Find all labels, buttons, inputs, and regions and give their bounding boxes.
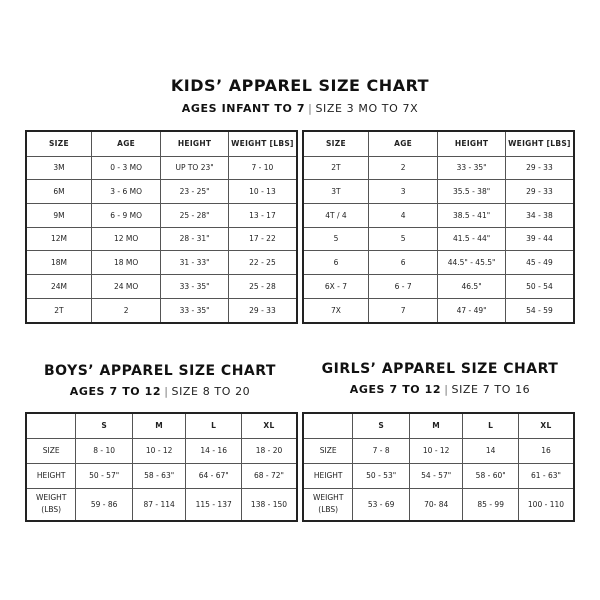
column-header: M — [132, 413, 186, 438]
table-cell: 100 - 110 — [518, 488, 574, 521]
size-cell: 18M — [26, 251, 91, 275]
row-label: SIZE — [303, 438, 353, 463]
table-row — [303, 298, 574, 323]
table-row — [26, 463, 297, 488]
table-row — [26, 180, 297, 204]
table-row — [26, 274, 297, 298]
table-cell: 70- 84 — [409, 488, 463, 521]
age-cell: 3 — [368, 180, 437, 204]
weight-cell: 25 - 28 — [228, 274, 297, 298]
weight-cell: 45 - 49 — [505, 251, 574, 275]
height-cell: 23 - 25" — [161, 180, 229, 204]
column-header: HEIGHT — [438, 131, 506, 156]
table-cell: 16 — [518, 438, 574, 463]
size-cell: 5 — [303, 227, 368, 251]
table-row — [26, 203, 297, 227]
column-header: L — [463, 413, 519, 438]
weight-cell: 50 - 54 — [505, 274, 574, 298]
kids-subtitle-ages: AGES INFANT TO 7 — [181, 102, 306, 115]
table-cell: 64 - 67" — [186, 463, 242, 488]
column-header: HEIGHT — [161, 131, 229, 156]
height-cell: 28 - 31" — [161, 227, 229, 251]
column-header: S — [353, 413, 409, 438]
column-header: S — [76, 413, 132, 438]
column-header: SIZE — [26, 131, 91, 156]
age-cell: 6 — [368, 251, 437, 275]
weight-cell: 13 - 17 — [228, 203, 297, 227]
size-cell: 2T — [303, 156, 368, 180]
table-cell: 54 - 57" — [409, 463, 463, 488]
kids-subtitle-separator: | — [308, 102, 313, 115]
kids-right-size-table — [302, 130, 575, 324]
age-cell: 3 - 6 MO — [91, 180, 160, 204]
age-cell: 4 — [368, 203, 437, 227]
size-cell: 3M — [26, 156, 91, 180]
table-row — [26, 156, 297, 180]
column-header: SIZE — [303, 131, 368, 156]
corner-header — [26, 413, 76, 438]
table-row — [303, 463, 574, 488]
column-header: XL — [241, 413, 297, 438]
weight-cell: 10 - 13 — [228, 180, 297, 204]
size-cell: 4T / 4 — [303, 203, 368, 227]
size-cell: 2T — [26, 298, 91, 323]
age-cell: 2 — [91, 298, 160, 323]
weight-cell: 17 - 22 — [228, 227, 297, 251]
weight-cell: 39 - 44 — [505, 227, 574, 251]
table-cell: 10 - 12 — [409, 438, 463, 463]
weight-cell: 29 - 33 — [228, 298, 297, 323]
row-label: WEIGHT (LBS) — [303, 488, 353, 521]
row-label: SIZE — [26, 438, 76, 463]
boys-chart-subtitle — [20, 385, 300, 398]
size-cell: 6M — [26, 180, 91, 204]
table-cell: 87 - 114 — [132, 488, 186, 521]
height-cell: 35.5 - 38" — [438, 180, 506, 204]
size-cell: 6X - 7 — [303, 274, 368, 298]
height-cell: 31 - 33" — [161, 251, 229, 275]
height-cell: 38.5 - 41" — [438, 203, 506, 227]
table-cell: 115 - 137 — [186, 488, 242, 521]
weight-cell: 54 - 59 — [505, 298, 574, 323]
kids-subtitle-sizes: SIZE 3 MO TO 7X — [315, 102, 419, 115]
row-label: HEIGHT — [26, 463, 76, 488]
table-cell: 68 - 72" — [241, 463, 297, 488]
boys-size-table — [25, 412, 298, 522]
table-cell: 50 - 57" — [76, 463, 132, 488]
age-cell: 2 — [368, 156, 437, 180]
table-cell: 53 - 69 — [353, 488, 409, 521]
table-row — [303, 203, 574, 227]
boys-subtitle-separator: | — [164, 385, 169, 398]
column-header: AGE — [91, 131, 160, 156]
table-row — [303, 438, 574, 463]
kids-chart-subtitle — [0, 102, 600, 115]
table-row — [303, 180, 574, 204]
boys-chart-title: BOYS’ APPAREL SIZE CHART — [44, 363, 276, 379]
table-row — [26, 488, 297, 521]
height-cell: 41.5 - 44" — [438, 227, 506, 251]
weight-cell: 34 - 38 — [505, 203, 574, 227]
table-cell: 58 - 60" — [463, 463, 519, 488]
weight-cell: 29 - 33 — [505, 156, 574, 180]
height-cell: 46.5" — [438, 274, 506, 298]
table-cell: 10 - 12 — [132, 438, 186, 463]
age-cell: 0 - 3 MO — [91, 156, 160, 180]
column-header: M — [409, 413, 463, 438]
size-cell: 7X — [303, 298, 368, 323]
boys-subtitle-sizes: SIZE 8 TO 20 — [171, 385, 251, 398]
girls-subtitle-sizes: SIZE 7 TO 16 — [451, 383, 531, 396]
size-cell: 9M — [26, 203, 91, 227]
column-header: AGE — [368, 131, 437, 156]
table-cell: 50 - 53" — [353, 463, 409, 488]
table-cell: 61 - 63" — [518, 463, 574, 488]
table-cell: 85 - 99 — [463, 488, 519, 521]
table-row — [26, 227, 297, 251]
row-label: WEIGHT (LBS) — [26, 488, 76, 521]
column-header: L — [186, 413, 242, 438]
girls-size-table — [302, 412, 575, 522]
size-cell: 12M — [26, 227, 91, 251]
age-cell: 24 MO — [91, 274, 160, 298]
column-header: WEIGHT [LBS] — [505, 131, 574, 156]
height-cell: 33 - 35" — [438, 156, 506, 180]
table-cell: 14 — [463, 438, 519, 463]
table-row — [303, 156, 574, 180]
age-cell: 12 MO — [91, 227, 160, 251]
row-label: HEIGHT — [303, 463, 353, 488]
table-row — [303, 227, 574, 251]
corner-header — [303, 413, 353, 438]
girls-subtitle-ages: AGES 7 TO 12 — [349, 383, 442, 396]
age-cell: 7 — [368, 298, 437, 323]
table-row — [26, 438, 297, 463]
age-cell: 5 — [368, 227, 437, 251]
table-cell: 58 - 63" — [132, 463, 186, 488]
kids-chart-title: KIDS’ APPAREL SIZE CHART — [170, 76, 430, 95]
weight-cell: 22 - 25 — [228, 251, 297, 275]
table-cell: 14 - 16 — [186, 438, 242, 463]
column-header: XL — [518, 413, 574, 438]
height-cell: 47 - 49" — [438, 298, 506, 323]
column-header: WEIGHT [LBS] — [228, 131, 297, 156]
boys-subtitle-ages: AGES 7 TO 12 — [69, 385, 162, 398]
table-cell: 8 - 10 — [76, 438, 132, 463]
age-cell: 6 - 9 MO — [91, 203, 160, 227]
height-cell: 33 - 35" — [161, 298, 229, 323]
size-cell: 3T — [303, 180, 368, 204]
size-cell: 6 — [303, 251, 368, 275]
table-row — [303, 274, 574, 298]
table-row — [303, 251, 574, 275]
table-row — [303, 488, 574, 521]
height-cell: 33 - 35" — [161, 274, 229, 298]
height-cell: 25 - 28" — [161, 203, 229, 227]
age-cell: 6 - 7 — [368, 274, 437, 298]
weight-cell: 7 - 10 — [228, 156, 297, 180]
table-cell: 138 - 150 — [241, 488, 297, 521]
girls-chart-subtitle — [300, 383, 580, 396]
table-row — [26, 251, 297, 275]
weight-cell: 29 - 33 — [505, 180, 574, 204]
table-cell: 18 - 20 — [241, 438, 297, 463]
size-cell: 24M — [26, 274, 91, 298]
height-cell: 44.5" - 45.5" — [438, 251, 506, 275]
table-row — [26, 298, 297, 323]
table-cell: 59 - 86 — [76, 488, 132, 521]
table-cell: 7 - 8 — [353, 438, 409, 463]
kids-left-size-table — [25, 130, 298, 324]
girls-chart-title: GIRLS’ APPAREL SIZE CHART — [321, 361, 559, 377]
height-cell: UP TO 23" — [161, 156, 229, 180]
girls-subtitle-separator: | — [444, 383, 449, 396]
age-cell: 18 MO — [91, 251, 160, 275]
